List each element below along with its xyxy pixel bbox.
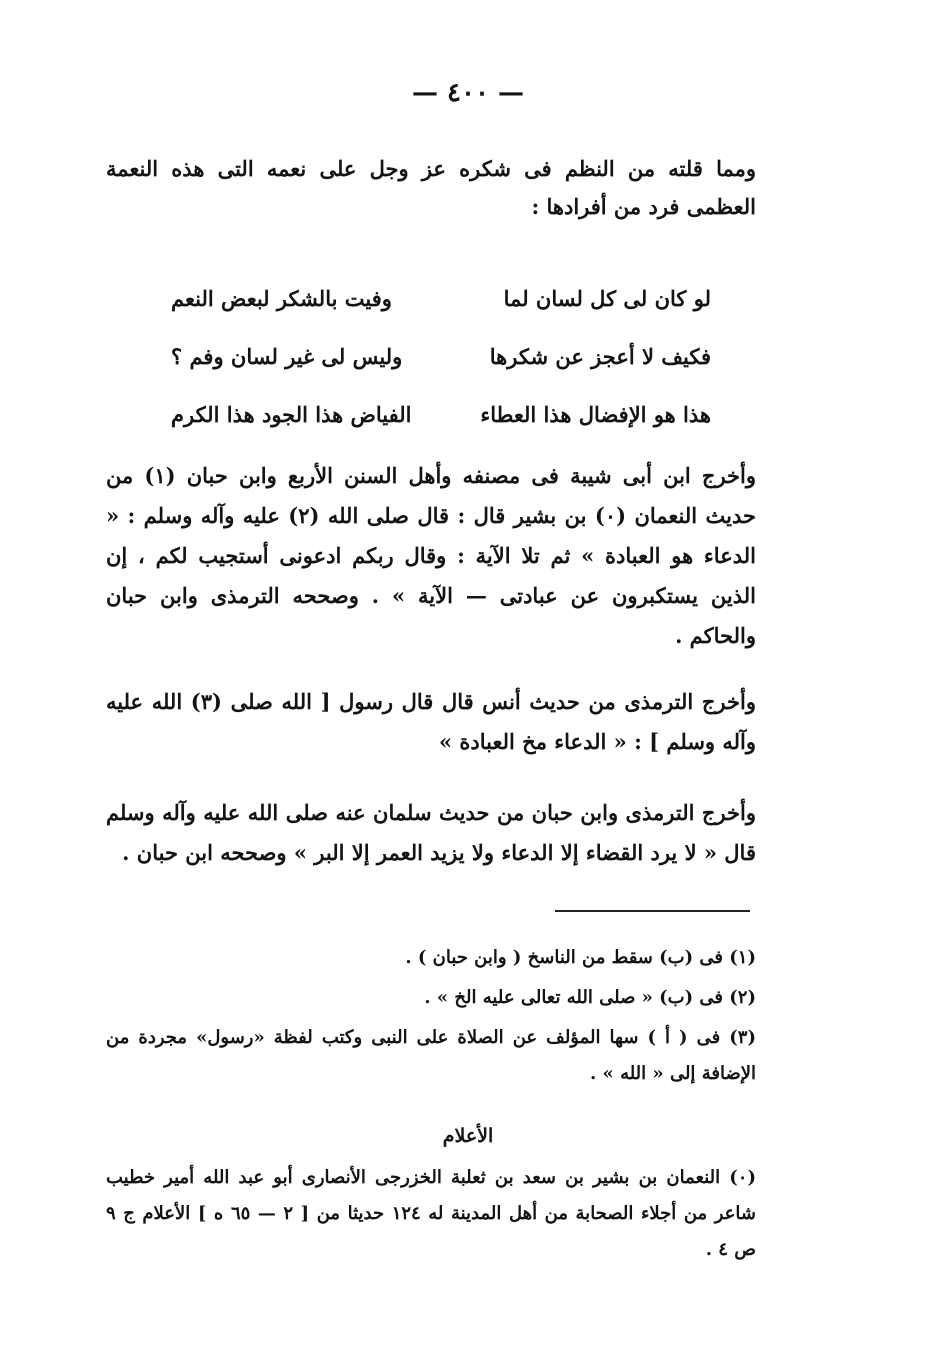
verse-second-hemistich: وليس لى غير لسان وفم ؟ (171, 344, 403, 369)
poem (171, 270, 711, 444)
footnote: (١) فى (ب) سقط من الناسخ ( وابن حبان ) . (405, 947, 756, 968)
alaam-note: (٠) النعمان بن بشير بن سعد بن ثعلبة الخزرجى الأنصارى أبو عبد الله أمير خطيب شاعر من أجلاء الصحابة من أهل المدينة له ١٢٤ حديثا من [ ٢ — ٦٥ ه ] الأعلام ج ٩ ص ٤ . (106, 1167, 756, 1260)
footnote-divider (555, 910, 750, 912)
verse-second-hemistich: وفيت بالشكر لبعض النعم (171, 286, 392, 311)
poem-verse (171, 328, 711, 386)
verse-second-hemistich: الفياض هذا الجود هذا الكرم (171, 402, 412, 427)
footnote: (٢) فى (ب) « صلى الله تعالى عليه الخ » . (424, 987, 756, 1008)
body-paragraph: وأخرج الترمذى وابن حبان من حديث سلمان عنه صلى الله عليه وآله وسلم قال « لا يرد القضاء إلا الدعاء ولا يزيد العمر إلا البر » وصححه ابن حبان . (106, 800, 756, 865)
verse-first-hemistich: فكيف لا أعجز عن شكرها (489, 344, 711, 369)
intro-paragraph: ومما قلته من النظم فى شكره عز وجل على نعمه التى هذه النعمة العظمى فرد من أفرادها : (106, 156, 756, 219)
footnote: (٣) فى ( أ ) سها المؤلف عن الصلاة على النبى وكتب لفظة «رسول» مجردة من الإضافة إلى « الله » . (106, 1027, 756, 1084)
alaam-heading: الأعلام (442, 1125, 494, 1147)
body-paragraph: وأخرج ابن أبى شيبة فى مصنفه وأهل السنن الأربع وابن حبان (١) من حديث النعمان (٠) بن بشير قال : قال صلى الله (٢) عليه وآله وسلم : « الدعاء هو العبادة » ثم تلا الآية : وقال ربكم ادعونى أستجيب لكم ، إن الذين يستكبرون عن عبادتى — الآية » . وصححه الترمذى وابن حبان والحاكم . (106, 463, 757, 648)
verse-first-hemistich: هذا هو الإفضال هذا العطاء (480, 402, 711, 427)
poem-verse (171, 386, 711, 444)
poem-verse (171, 270, 711, 328)
verse-first-hemistich: لو كان لى كل لسان لما (503, 286, 711, 311)
page-number: — ٤٠٠ — (411, 78, 525, 108)
body-paragraph: وأخرج الترمذى من حديث أنس قال قال رسول [ الله صلى (٣) الله عليه وآله وسلم ] : « الدعاء مخ العبادة » (106, 689, 756, 754)
